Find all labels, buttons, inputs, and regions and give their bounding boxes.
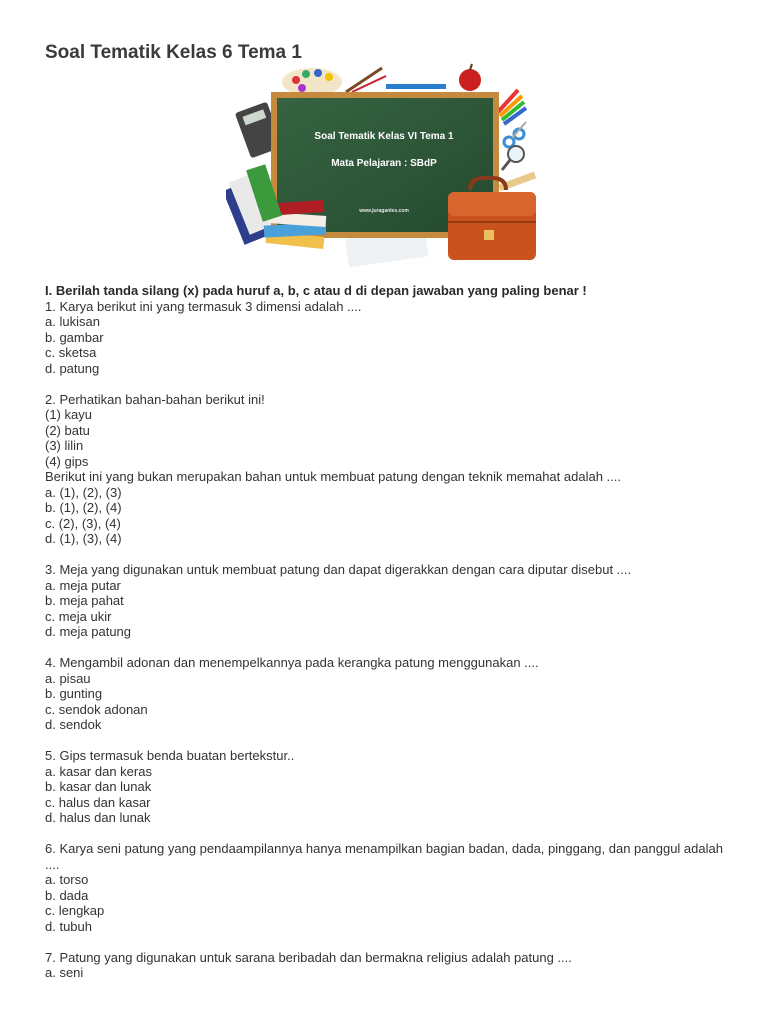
question-text: 1. Karya berikut ini yang termasuk 3 dimensi adalah ....	[45, 298, 362, 314]
board-site: www.juraganles.com	[359, 208, 409, 214]
chalkboard-illustration	[226, 62, 546, 272]
question-1	[45, 299, 728, 377]
board-line-1: Soal Tematik Kelas VI Tema 1	[314, 131, 454, 142]
option-d: d. halus dan lunak	[45, 810, 151, 825]
option-c: c. sendok adonan	[45, 701, 148, 717]
option-b: b. meja pahat	[45, 593, 124, 608]
question-text: 3. Meja yang digunakan untuk membuat patung dan dapat digerakkan dengan cara diputar disebut ....	[45, 562, 632, 577]
question-text: 5. Gips termasuk benda buatan bertekstur..	[45, 748, 295, 763]
option-c: c. meja ukir	[45, 608, 112, 624]
option-b: b. kasar dan lunak	[45, 779, 152, 794]
question-text-continued: Berikut ini yang bukan merupakan bahan untuk membuat patung dengan teknik memahat adalah ....	[45, 469, 621, 484]
question-4	[45, 655, 728, 733]
question-list	[45, 283, 728, 996]
option-c: c. (2), (3), (4)	[45, 515, 121, 531]
option-b: b. gambar	[45, 329, 104, 345]
option-a: a. seni	[45, 965, 84, 980]
option-c: c. halus dan kasar	[45, 794, 151, 810]
question-text: 4. Mengambil adonan dan menempelkannya pada kerangka patung menggunakan ....	[45, 655, 539, 670]
material-item: (1) kayu	[45, 407, 92, 422]
palette-icon	[282, 68, 342, 96]
option-c: c. lengkap	[45, 903, 105, 918]
question-2	[45, 392, 728, 547]
scissors-icon	[504, 122, 526, 147]
option-a: a. pisau	[45, 670, 91, 686]
material-item: (2) batu	[45, 422, 90, 438]
question-6	[45, 841, 728, 934]
option-c: c. sketsa	[45, 345, 97, 360]
question-text: 6. Karya seni patung yang pendaampilannya hanya menampilkan bagian badan, dada, pinggang, dan panggul adalah ....	[45, 841, 723, 872]
option-d: d. tubuh	[45, 918, 92, 934]
option-d: d. patung	[45, 360, 100, 376]
option-a: a. torso	[45, 872, 89, 887]
option-d: d. sendok	[45, 717, 102, 732]
option-a: a. (1), (2), (3)	[45, 484, 122, 500]
option-d: d. meja patung	[45, 624, 132, 639]
board-line-2: Mata Pelajaran : SBdP	[331, 158, 437, 169]
instruction-text: I. Berilah tanda silang (x) pada huruf a, b, c atau d di depan jawaban yang paling benar !	[45, 283, 587, 298]
question-3	[45, 562, 728, 640]
page-title: Soal Tematik Kelas 6 Tema 1	[45, 42, 302, 63]
option-d: d. (1), (3), (4)	[45, 531, 122, 546]
material-item: (3) lilin	[45, 438, 84, 453]
option-b: b. dada	[45, 887, 89, 903]
option-b: b. gunting	[45, 686, 103, 701]
question-text: 7. Patung yang digunakan untuk sarana beribadah dan bermakna religius adalah patung ....	[45, 949, 572, 965]
pencils-icon	[498, 90, 526, 124]
apple-icon	[459, 64, 481, 91]
magnifier-icon	[502, 146, 524, 170]
option-a: a. kasar dan keras	[45, 763, 152, 779]
question-7	[45, 950, 728, 981]
option-a: a. lukisan	[45, 314, 100, 329]
question-5	[45, 748, 728, 826]
material-item: (4) gips	[45, 453, 89, 469]
option-a: a. meja putar	[45, 577, 121, 593]
question-text: 2. Perhatikan bahan-bahan berikut ini!	[45, 391, 265, 407]
option-b: b. (1), (2), (4)	[45, 500, 122, 515]
